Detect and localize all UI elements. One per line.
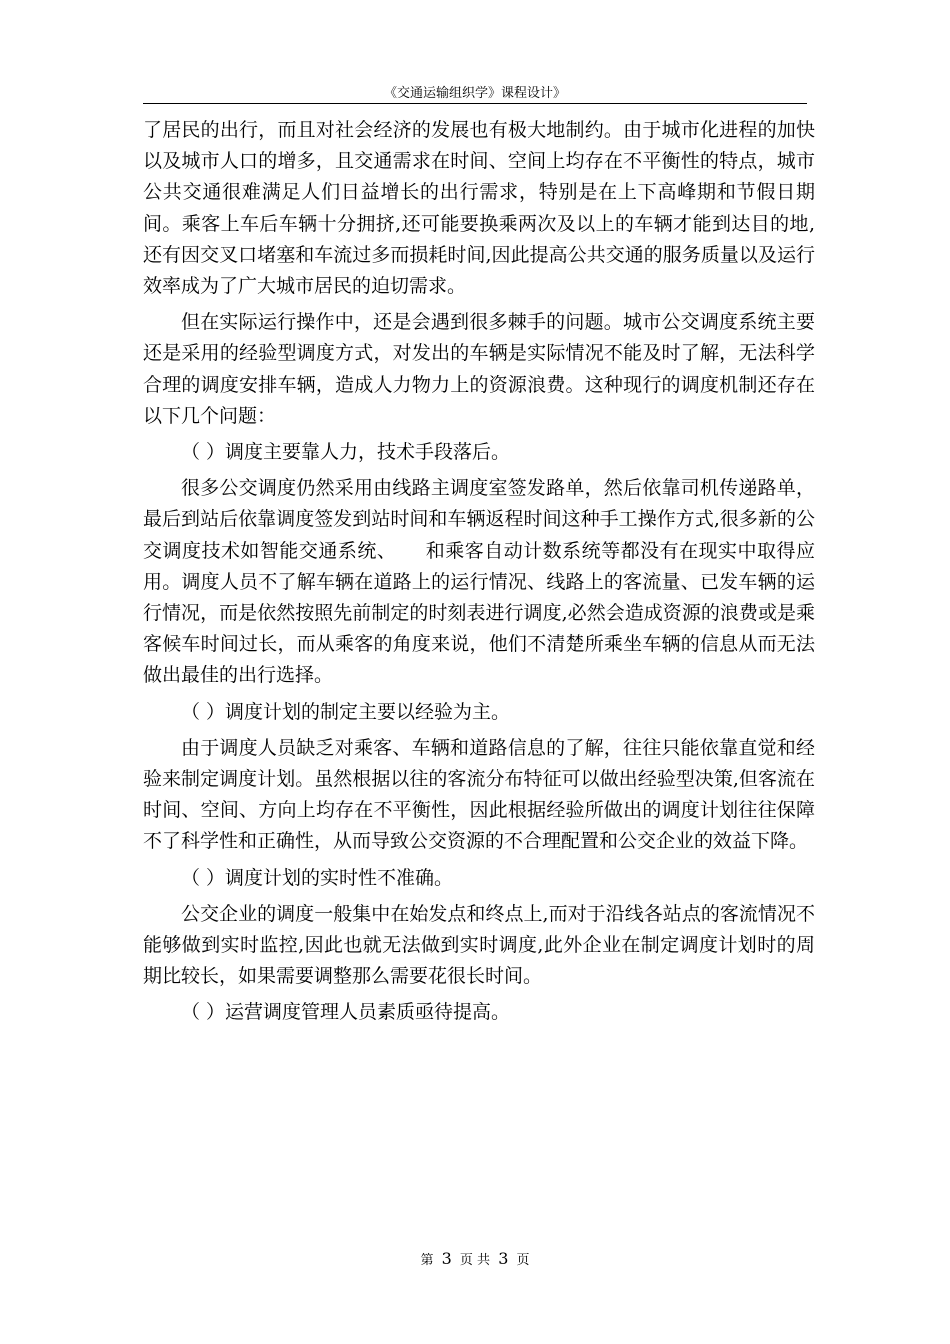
list-item-4: （ ）运营调度管理人员素质亟待提高。 [181, 1001, 511, 1024]
footer-middle: 页 共 [459, 1253, 491, 1268]
paragraph-3: 很多公交调度仍然采用由线路主调度室签发路单，然后依靠司机传递路单，最后到站后依靠调度签发到站时间和车辆返程时间这种手工操作方式,很多新的公交调度技术如智能交通系统、 和乘客自动计数系统等都没有在现实中取得应用。调度人员不了解车辆在道路上的运行情况、线路上的客流量、已发车辆的运行情况，而是依然按照先前制定的时刻表进行调度,必然会造成资源的浪费或是乘客候车时间过长，而从乘客的角度来说，他们不清楚所乘坐车辆的信息从而无法做出最佳的出行选择。 [143, 477, 815, 687]
paragraph-4: 由于调度人员缺乏对乘客、车辆和道路信息的了解，往往只能依靠直觉和经验来制定调度计划。虽然根据以往的客流分布特征可以做出经验型决策,但客流在时间、空间、方向上均存在不平衡性，因此根据经验所做出的调度计划往往保障不了科学性和正确性，从而导致公交资源的不合理配置和公交企业的效益下降。 [143, 736, 815, 853]
footer-page-number: 3 [441, 1249, 452, 1268]
footer-suffix: 页 [516, 1253, 530, 1268]
body-text [143, 115, 815, 1029]
list-item-1: （ ）调度主要靠人力，技术手段落后。 [181, 441, 511, 464]
list-item-2: （ ）调度计划的制定主要以经验为主。 [181, 700, 511, 723]
page-footer [0, 1249, 950, 1271]
footer-prefix: 第 [420, 1253, 434, 1268]
list-item-3: （ ）调度计划的实时性不准确。 [181, 866, 454, 889]
paragraph-1: 了居民的出行，而且对社会经济的发展也有极大地制约。由于城市化进程的加快以及城市人口的增多，且交通需求在时间、空间上均存在不平衡性的特点，城市公共交通很难满足人们日益增长的出行需求，特别是在上下高峰期和节假日期间。乘客上车后车辆十分拥挤,还可能要换乘两次及以上的车辆才能到达目的地,还有因交叉口堵塞和车流过多而损耗时间,因此提高公共交通的服务质量以及运行效率成为了广大城市居民的迫切需求。 [143, 119, 815, 298]
header-rule [143, 103, 807, 104]
footer-total-pages: 3 [498, 1249, 509, 1268]
paragraph-2: 但在实际运行操作中，还是会遇到很多棘手的问题。城市公交调度系统主要还是采用的经验型调度方式，对发出的车辆是实际情况不能及时了解，无法科学合理的调度安排车辆，造成人力物力上的资源浪费。这种现行的调度机制还存在以下几个问题： [143, 311, 815, 427]
page-header: 《交通运输组织学》课程设计》 [383, 86, 566, 101]
paragraph-5: 公交企业的调度一般集中在始发点和终点上,而对于沿线各站点的客流情况不能够做到实时监控,因此也就无法做到实时调度,此外企业在制定调度计划时的周期比较长，如果需要调整那么需要花很长时间。 [143, 902, 815, 988]
